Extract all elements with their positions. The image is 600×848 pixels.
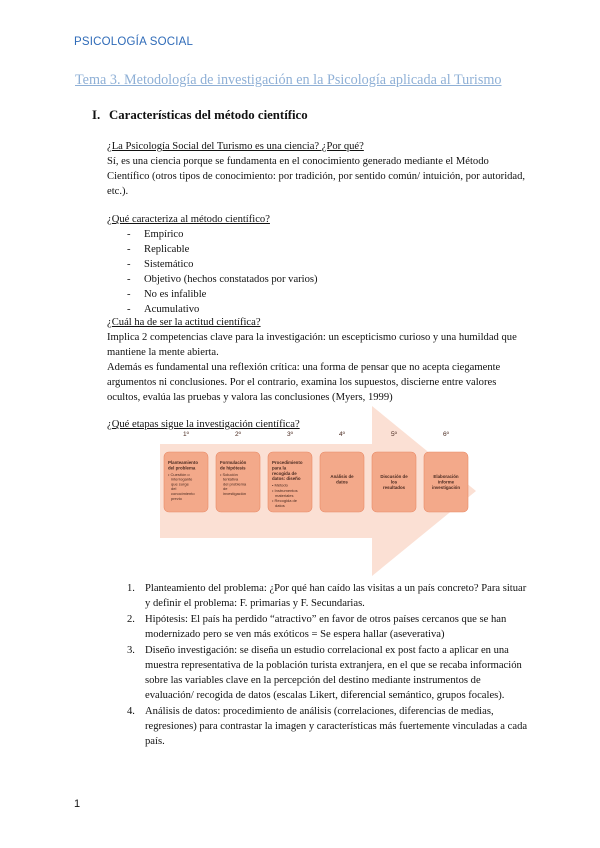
step-text: Diseño investigación: se diseña un estudio correlacional ex post facto a aplicar en una muestra representativa de la población turista extranjera, en el que se recaba información sobre las variables clave en la percepción del destino mediante instrumentos de evaluación/ recogida de datos (escalas Likert, diferencial semántico, grupos focales). bbox=[145, 645, 522, 701]
list-item bbox=[107, 581, 532, 611]
list-item: - Empírico bbox=[107, 227, 532, 242]
list-item: - Acumulativo bbox=[107, 302, 532, 317]
stage-bullet: • Solución tentativa del problema de investigación bbox=[220, 471, 247, 496]
step-number: 2. bbox=[127, 614, 135, 625]
document-title: Tema 3. Metodología de investigación en la Psicología aplicada al Turismo bbox=[75, 72, 502, 88]
stage-title: Elaboración informe investigación bbox=[431, 474, 461, 490]
q4-question: ¿Qué etapas sigue la investigación científica? bbox=[107, 419, 300, 430]
list-item bbox=[107, 704, 532, 749]
list-item bbox=[107, 643, 532, 703]
stage-title: Análisis de datos bbox=[330, 474, 354, 485]
step-text: Planteamiento del problema: ¿Por qué han caído las visitas a un país concreto? Para situar y definir el problema: F. primarias y F. Secundarias. bbox=[145, 583, 527, 609]
q3-paragraph-1: Implica 2 competencias clave para la investigación: un escepticismo curioso y una humildad que mantiene la mente abierta. bbox=[107, 332, 517, 358]
stage-title: Procedimiento para la recogida de datos: diseño bbox=[272, 460, 303, 482]
list-item: - Objetivo (hechos constatados por varios) bbox=[107, 272, 532, 287]
stage-number: 4º bbox=[339, 431, 345, 438]
stage-title: Planteamiento del problema bbox=[168, 460, 199, 471]
section-heading bbox=[92, 108, 308, 123]
step-text: Análisis de datos: procedimiento de análisis (correlaciones, diferencias de medias, regresiones) para contrastar la imagen y características más fuertemente vinculadas a cada país. bbox=[145, 706, 528, 747]
q3-question: ¿Cuál ha de ser la actitud científica? bbox=[107, 317, 261, 328]
stage-number: 2º bbox=[235, 431, 241, 438]
step-number: 3. bbox=[127, 645, 135, 656]
steps-list bbox=[107, 581, 532, 749]
stage-bullet: • Recogida de datos bbox=[272, 498, 297, 508]
stage-bullet: • Cuestión o interrogante que surge del conocimiento previo bbox=[168, 471, 195, 501]
characteristics-list bbox=[107, 227, 532, 317]
list-item bbox=[107, 612, 532, 642]
list-item: - Sistemático bbox=[107, 257, 532, 272]
stage-title: Discusión de los resultados bbox=[380, 474, 408, 490]
page-number: 1 bbox=[74, 798, 81, 810]
stage-number: 6º bbox=[443, 431, 449, 438]
q3-block bbox=[107, 315, 532, 405]
q2-question: ¿Qué caracteriza al método científico? bbox=[107, 214, 270, 225]
research-stages-diagram bbox=[160, 406, 476, 576]
q2-block bbox=[107, 212, 532, 317]
q1-question: ¿La Psicología Social del Turismo es una ciencia? ¿Por qué? bbox=[107, 141, 364, 152]
stage-number: 1º bbox=[183, 431, 189, 438]
step-number: 4. bbox=[127, 706, 135, 717]
section-title: Características del método científico bbox=[109, 108, 308, 122]
q1-block bbox=[107, 139, 532, 199]
steps-block bbox=[107, 581, 532, 750]
stage-bullet: • Instrumentos materiales bbox=[272, 488, 298, 498]
stage-title: Formulación de hipótesis bbox=[220, 460, 247, 471]
stage-number: 5º bbox=[391, 431, 397, 438]
stage-bullet: • Método bbox=[272, 482, 288, 488]
q1-answer: Sí, es una ciencia porque se fundamenta en el conocimiento generado mediante el Método Científico (otros tipos de conocimiento: por tradición, por sentido común/ intuición, por autoridad, etc.). bbox=[107, 156, 526, 197]
stage-number: 3º bbox=[287, 431, 293, 438]
step-text: Hipótesis: El país ha perdido “atractivo” en favor de otros países cercanos que se han modernizado pero se ven más exóticos = Se espera hallar (aseverativa) bbox=[145, 614, 507, 640]
step-number: 1. bbox=[127, 583, 135, 594]
list-item: - Replicable bbox=[107, 242, 532, 257]
list-item: - No es infalible bbox=[107, 287, 532, 302]
section-number: I. bbox=[92, 108, 101, 122]
q3-paragraph-2: Además es fundamental una reflexión crítica: una forma de pensar que no acepta ciegamente argumentos ni conclusiones. Por el contrario, examina los supuestos, discierne entre valores ocultos, evalúa las pruebas y valora las conclusiones (Myers, 1999) bbox=[107, 362, 501, 403]
running-header: PSICOLOGÍA SOCIAL bbox=[74, 36, 194, 48]
